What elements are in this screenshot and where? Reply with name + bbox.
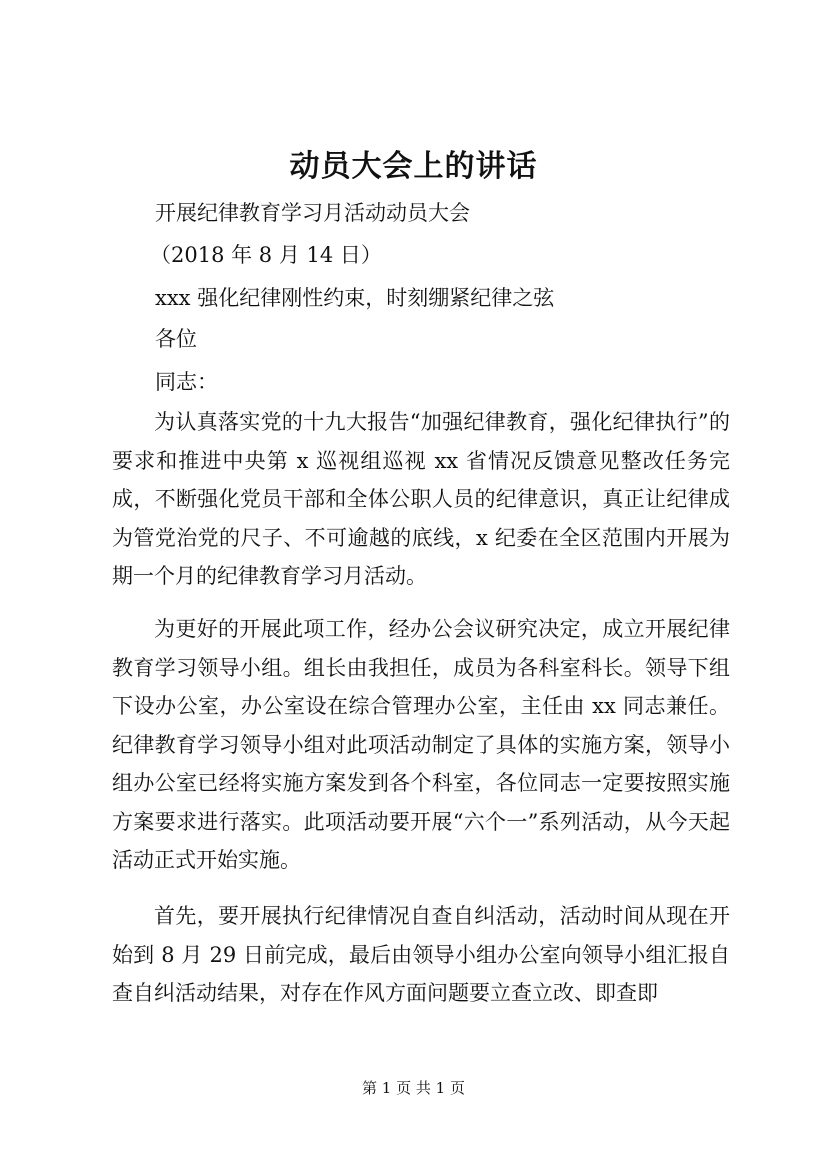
body-paragraph-2: 为更好的开展此项工作，经办公会议研究决定，成立开展纪律教育学习领导小组。组长由我担任，成员为各科室科长。领导下组下设办公室，办公室设在综合管理办公室，主任由 xx 同志兼任。纪律教育学习领导小组对此项活动制定了具体的实施方案，领导小组办公室已经将实施方案发到各个科室，各位同志一定要按照实施方案要求进行落实。此项活动要开展“六个一”系列活动，从今天起活动正式开始实施。 xyxy=(112,617,730,872)
date-line: （2018 年 8 月 14 日） xyxy=(150,243,382,267)
body-paragraph-3: 首先，要开展执行纪律情况自查自纠活动，活动时间从现在开始到 8 月 29 日前完成，最后由领导小组办公室向领导小组汇报自查自纠活动结果，对存在作风方面问题要立查立改、即查即 xyxy=(112,904,730,1005)
meeting-subtitle: 开展纪律教育学习月活动动员大会 xyxy=(155,201,470,225)
document-title: 动员大会上的讲话 xyxy=(289,149,538,184)
salutation-line-1: 各位 xyxy=(155,327,197,351)
speech-title: xxx 强化纪律刚性约束，时刻绷紧纪律之弦 xyxy=(155,286,555,310)
salutation-line-2: 同志： xyxy=(155,370,218,394)
body-paragraph-1: 为认真落实党的十九大报告“加强纪律教育，强化纪律执行”的要求和推进中央第 x 巡视组巡视 xx 省情况反馈意见整改任务完成，不断强化党员干部和全体公职人员的纪律意识，真正让纪律成为管党治党的尺子、不可逾越的底线，x 纪委在全区范围内开展为期一个月的纪律教育学习月活动。 xyxy=(112,410,730,588)
page-footer: 第 1 页 共 1 页 xyxy=(362,1079,465,1097)
